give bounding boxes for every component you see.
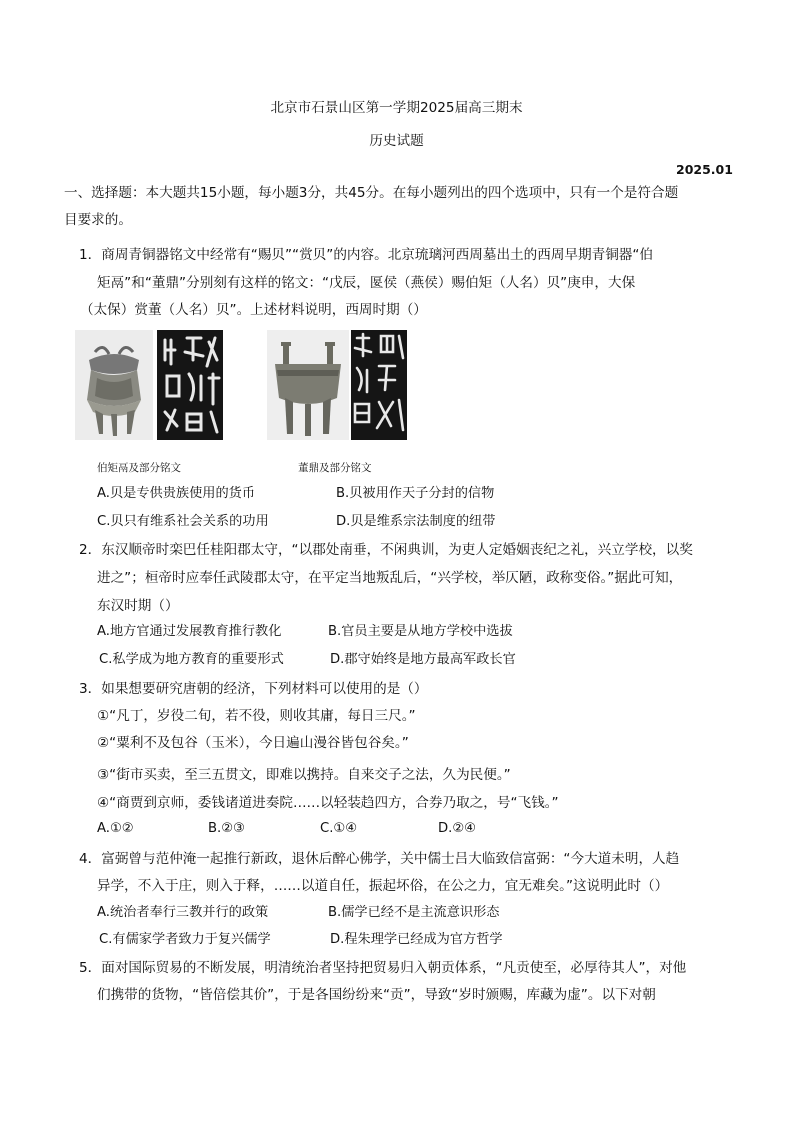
q4-stem-line2: 异学，不入于庄，则入于释，……以道自任，振起坏俗，在公之力，宜无难矣。”这说明此时（）: [97, 878, 669, 894]
q3-option-b: B.②③: [208, 821, 245, 836]
q1-option-d: D.贝是维系宗法制度的纽带: [336, 514, 496, 529]
q3-material-3: ③“街市买卖，至三五贯文，即难以携持。自来交子之法，久为民便。”: [97, 767, 511, 783]
q3-material-1: ①“凡丁，岁役二旬，若不役，则收其庸，每日三尺。”: [97, 708, 416, 724]
section-instruction-line2: 目要求的。: [64, 212, 132, 228]
exam-date: 2025.01: [676, 162, 733, 177]
q3-material-2: ②“粟利不及包谷（玉米），今日遍山漫谷皆包谷矣。”: [97, 735, 409, 751]
bronze-li-inscription-rubbing: [157, 330, 223, 440]
q3-option-c: C.①④: [320, 821, 358, 836]
q3-option-a: A.①②: [97, 821, 134, 836]
section-instruction-line1: 一、选择题：本大题共15小题，每小题3分，共45分。在每小题列出的四个选项中，只有一个是符合题: [64, 185, 679, 201]
bronze-li-photo: [75, 330, 153, 440]
q2-option-c: C.私学成为地方教育的重要形式: [99, 652, 284, 667]
q1-caption-left: 伯矩鬲及部分铭文: [97, 462, 181, 474]
bronze-ding-photo: [267, 330, 349, 440]
q4-option-a: A.统治者奉行三教并行的政策: [97, 905, 269, 920]
q2-option-b: B.官员主要是从地方学校中选拔: [328, 624, 513, 639]
q1-stem-line3: （太保）赏董（人名）贝”。上述材料说明，西周时期（）: [80, 302, 427, 318]
q3-material-4: ④“商贾到京师，委钱诸道进奏院……以轻装趋四方，合券乃取之，号“飞钱。”: [97, 795, 559, 811]
bronze-ding-inscription-rubbing: [351, 330, 407, 440]
q1-stem-line2: 矩鬲”和“董鼎”分别刻有这样的铭文：“戊辰，匽侯（燕侯）赐伯矩（人名）贝”庚申，大保: [97, 275, 636, 291]
q1-option-c: C.贝只有维系社会关系的功用: [97, 514, 269, 529]
q2-stem-line1: 2．东汉顺帝时栾巴任桂阳郡太守，“以郡处南垂，不闲典训，为吏人定婚姻丧纪之礼，兴立学校，以奖: [79, 542, 693, 558]
q2-stem-line3: 东汉时期（）: [97, 598, 179, 614]
q3-option-d: D.②④: [438, 821, 476, 836]
q1-caption-right: 董鼎及部分铭文: [298, 462, 372, 474]
exam-subtitle: 历史试题: [369, 133, 424, 149]
q5-stem-line1: 5．面对国际贸易的不断发展，明清统治者坚持把贸易归入朝贡体系，“凡贡使至，必厚待其人”，对他: [79, 960, 687, 976]
q1-stem-line1: 1．商周青铜器铭文中经常有“赐贝”“赏贝”的内容。北京琉璃河西周墓出土的西周早期青铜器“伯: [79, 247, 654, 263]
q1-option-b: B.贝被用作天子分封的信物: [336, 486, 495, 501]
q4-option-d: D.程朱理学已经成为官方哲学: [330, 932, 503, 947]
q5-stem-line2: 们携带的货物，“皆倍偿其价”，于是各国纷纷来“贡”，导致“岁时颁赐，库藏为虚”。以下对朝: [97, 987, 656, 1003]
q2-stem-line2: 进之”；桓帝时应奉任武陵郡太守，在平定当地叛乱后，“兴学校，举仄陋，政称变俗。”据此可知，: [97, 570, 683, 586]
q4-stem-line1: 4．富弼曾与范仲淹一起推行新政，退休后醉心佛学，关中儒士吕大临致信富弼：“今大道未明，人趋: [79, 851, 680, 867]
q1-option-a: A.贝是专供贵族使用的货币: [97, 486, 256, 501]
q2-option-a: A.地方官通过发展教育推行教化: [97, 624, 282, 639]
q3-stem-line1: 3．如果想要研究唐朝的经济，下列材料可以使用的是（）: [79, 681, 428, 697]
q4-option-c: C.有儒家学者致力于复兴儒学: [99, 932, 271, 947]
q2-option-d: D.郡守始终是地方最高军政长官: [330, 652, 516, 667]
q4-option-b: B.儒学已经不是主流意识形态: [328, 905, 500, 920]
exam-title: 北京市石景山区第一学期2025届高三期末: [270, 100, 523, 116]
